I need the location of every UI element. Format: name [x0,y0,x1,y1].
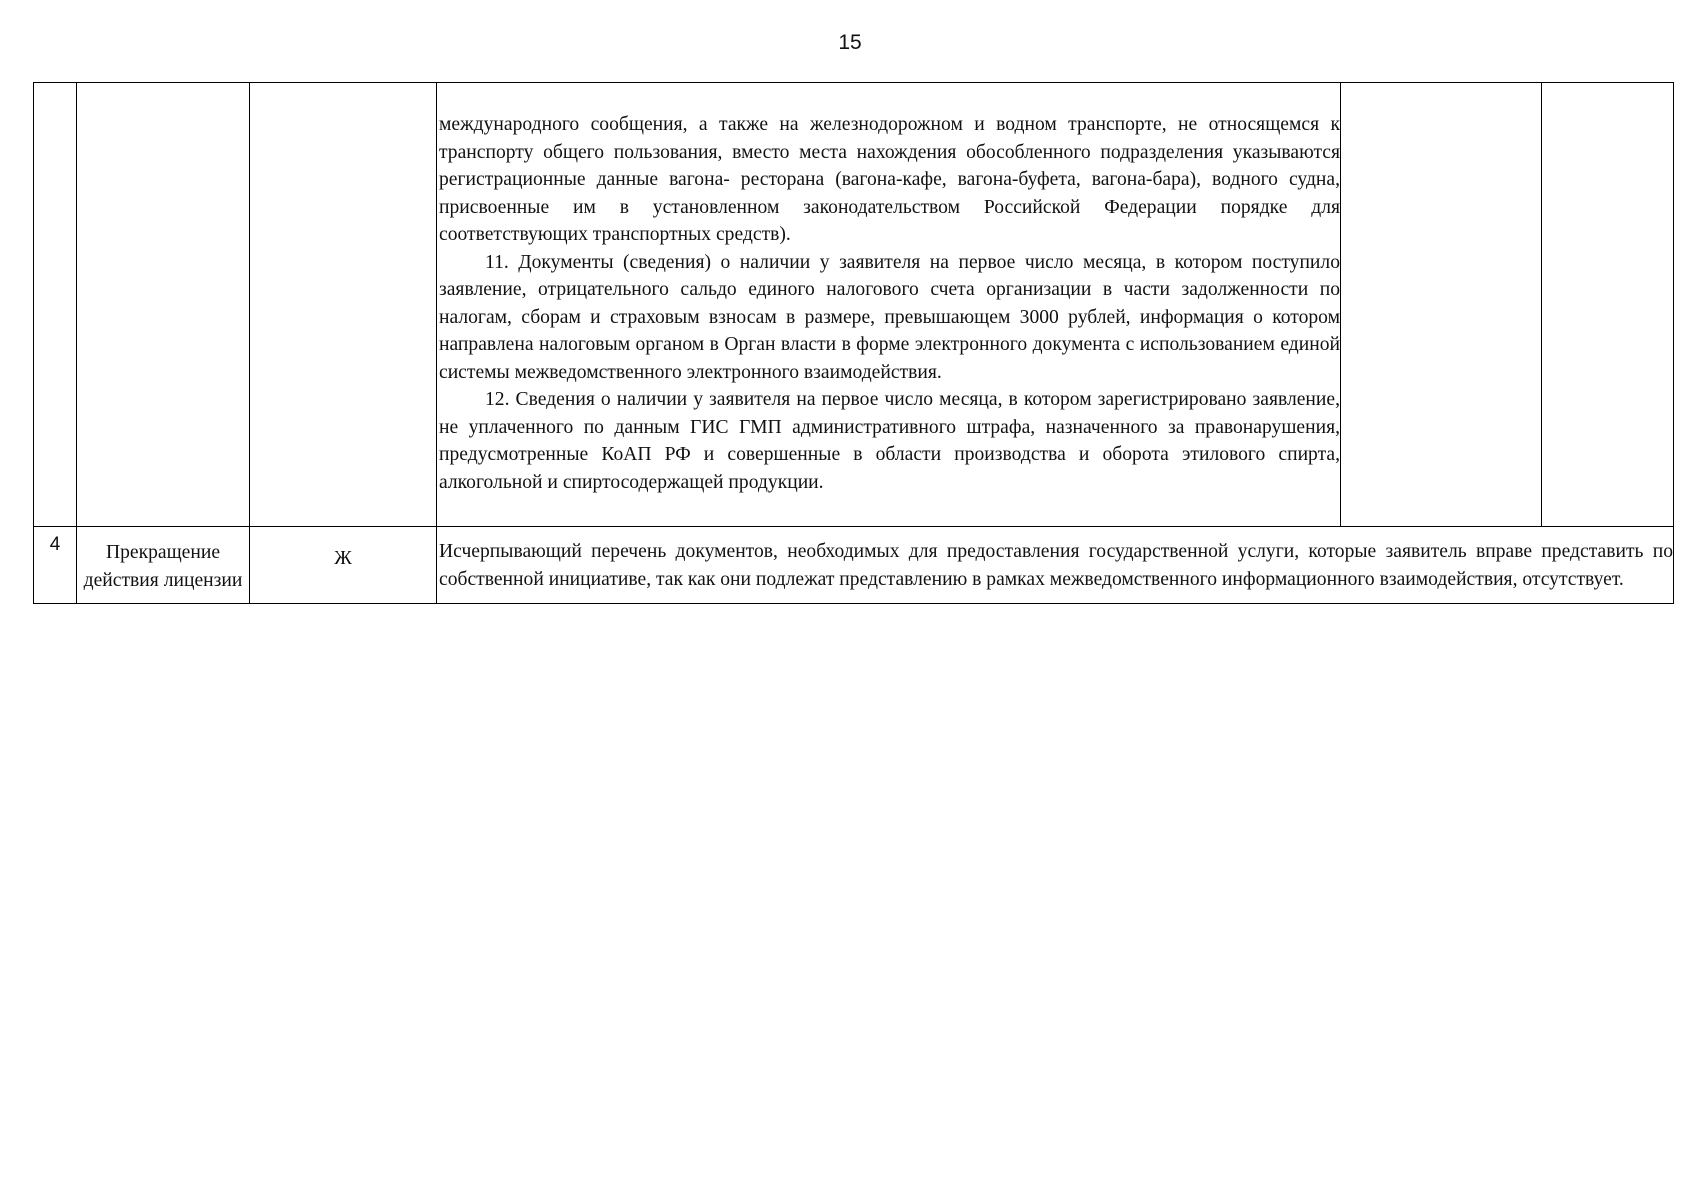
row-code: Ж [250,527,437,604]
cell-name-empty [77,83,250,527]
cell-code-empty [250,83,437,527]
table-row-continued [34,83,1674,527]
cell-extra-2-empty [1542,83,1674,527]
cell-number-empty [34,83,77,527]
cell-extra-1-empty [1341,83,1542,527]
row-documents-text: Исчерпывающий перечень документов, необходимых для предоставления государственной услуги, которые заявитель вправе представить по собственной инициативе, так как они подлежат представлению в рамках межведомственного информационного взаимодействия, отсутствует. [437,527,1674,604]
table-row-4 [34,527,1674,604]
paragraph-continued: международного сообщения, а также на железнодорожном и водном транспорте, не относящемся к транспорту общего пользования, вместо места нахождения обособленного подразделения указываются регистрационные данные вагона- ресторана (вагона-кафе, вагона-буфета, вагона-бара), водного судна, присвоенные им в установленном законодательством Российской Федерации порядке для соответствующих транспортных средств). [439,114,1340,245]
documents-table [33,82,1674,604]
row-number: 4 [34,527,77,604]
row-service-name: Прекращение действия лицензии [77,527,250,604]
paragraph-item-11: 11. Документы (сведения) о наличии у заявителя на первое число месяца, в котором поступило заявление, отрицательного сальдо единого налогового счета организации в части задолженности по налогам, сборам и страховым взносам в размере, превышающем 3000 рублей, информация о котором направлена налоговым органом в Орган власти в форме электронного документа с использованием единой системы межведомственного электронного взаимодействия. [439,251,1340,383]
page-number: 15 [838,31,862,54]
paragraph-item-12: 12. Сведения о наличии у заявителя на первое число месяца, в котором зарегистрировано заявление, не уплаченного по данным ГИС ГМП административного штрафа, назначенного за правонарушения, предусмотренные КоАП РФ и совершенные в области производства и оборота этилового спирта, алкогольной и спиртосодержащей продукции. [439,389,1340,493]
cell-documents-list [437,83,1341,527]
